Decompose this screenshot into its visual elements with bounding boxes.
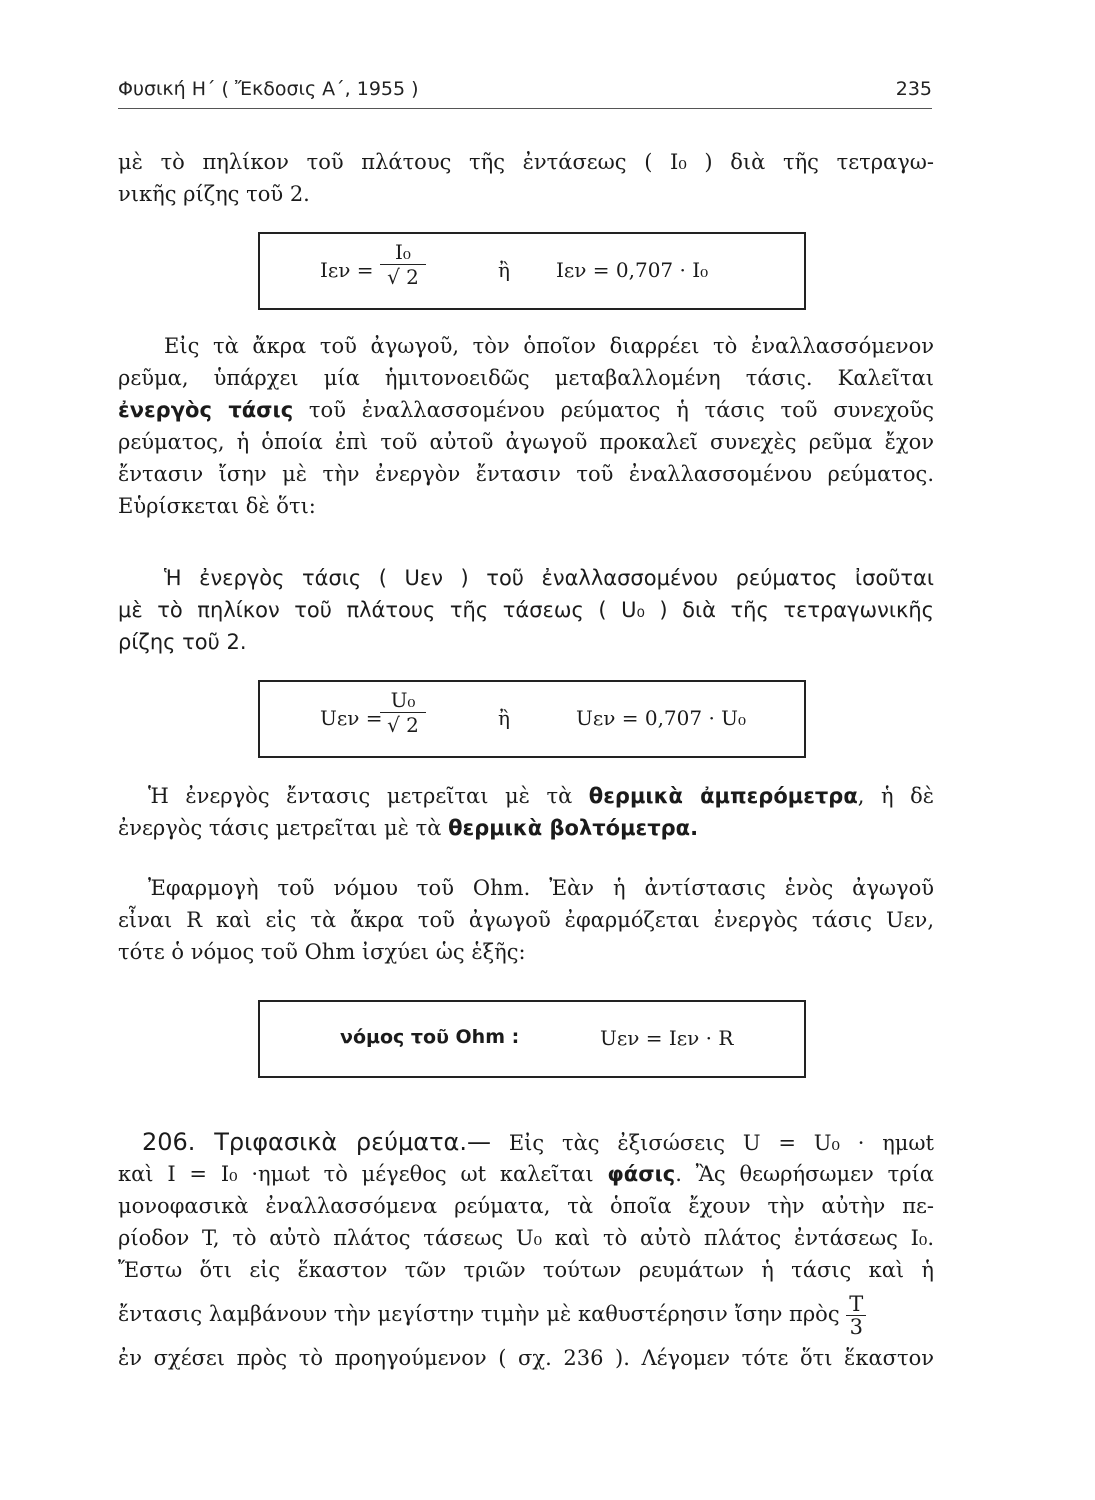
term-active-voltage: ἐνεργὸς τάσις (118, 398, 294, 422)
term-phase: φάσις (607, 1162, 676, 1186)
text-line (118, 812, 934, 844)
text-line: εἶναι R καὶ εἰς τὰ ἄκρα τοῦ ἀγωγοῦ ἐφαρμόζεται ἐνεργὸς τάσις Uεν, (118, 908, 934, 932)
ohm-law-label: νόμος τοῦ Ohm : (340, 1026, 520, 1048)
fraction-numerator: T (846, 1293, 866, 1316)
text-line: Ἡ ἐνεργὸς τάσις ( Uεν ) τοῦ ἐναλλασσομένου ρεύματος ἰσοῦται (164, 566, 934, 590)
section-heading: 206. Τριφασικὰ ρεύματα.— (142, 1128, 492, 1156)
formula-lhs: Iεν = (320, 258, 374, 282)
text-run: ἔντασις λαμβάνουν τὴν μεγίστην τιμὴν μὲ καθυστέρησιν ἴσην πρὸς (118, 1302, 840, 1326)
term-thermal-voltmeters: θερμικὰ βολτόμετρα. (448, 816, 699, 840)
text-run: . Ἂς θεωρήσωμεν τρία (675, 1162, 934, 1186)
text-line: ρεύματος, ἡ ὁποία ἐπὶ τοῦ αὐτοῦ ἀγωγοῦ προκαλεῖ συνεχὲς ρεῦμα ἔχον (118, 430, 934, 454)
fraction-numerator: I₀ (380, 240, 426, 265)
paragraph-5 (118, 872, 934, 968)
fraction-denominator: √ 2 (387, 265, 419, 289)
ohm-law-formula: Uεν = Iεν · R (600, 1026, 734, 1050)
formula-rhs: Iεν = 0,707 · I₀ (556, 258, 709, 282)
text-line: ρίζης τοῦ 2. (118, 630, 247, 654)
text-line: μὲ τὸ πηλίκον τοῦ πλάτους τῆς ἐντάσεως ( I₀ ) διὰ τῆς τετραγω- (118, 150, 934, 174)
text-line: τότε ὁ νόμος τοῦ Ohm ἰσχύει ὡς ἑξῆς: (118, 940, 526, 964)
or-word: ἢ (498, 706, 510, 730)
formula-fraction (380, 688, 426, 737)
formula-box-current (258, 232, 806, 310)
fraction-numerator: U₀ (380, 688, 426, 713)
text-run: Εἰς τὰς ἐξισώσεις U = U₀ · ημωt (491, 1131, 934, 1155)
paragraph-1 (118, 146, 934, 210)
text-run: ἐνεργὸς τάσις μετρεῖται μὲ τὰ (118, 816, 449, 840)
text-line (118, 780, 934, 812)
text-line: Εὑρίσκεται δὲ ὅτι: (118, 494, 316, 518)
text-line: ἐν σχέσει πρὸς τὸ προηγούμενον ( σχ. 236 ). Λέγομεν τότε ὅτι ἕκαστον (118, 1346, 934, 1370)
text-line (118, 1158, 934, 1190)
formula-rhs: Uεν = 0,707 · U₀ (576, 706, 747, 730)
text-line: μὲ τὸ πηλίκον τοῦ πλάτους τῆς τάσεως ( U₀ ) διὰ τῆς τετραγωνικῆς (118, 598, 934, 622)
fraction-denominator: 3 (849, 1315, 863, 1339)
text-line: ἔντασιν ἴσην μὲ τὴν ἐνεργὸν ἔντασιν τοῦ ἐναλλασσομένου ρεύματος. (118, 462, 934, 486)
text-line (118, 1126, 934, 1158)
formula-fraction (380, 240, 426, 289)
text-line (118, 1286, 934, 1342)
text-line: ρίοδον T, τὸ αὐτὸ πλάτος τάσεως U₀ καὶ τὸ αὐτὸ πλάτος ἐντάσεως I₀. (118, 1226, 934, 1250)
paragraph-2 (118, 330, 934, 522)
text-line: ρεῦμα, ὑπάρχει μία ἡμιτονοειδῶς μεταβαλλομένη τάσις. Καλεῖται (118, 366, 934, 390)
paragraph-4 (118, 780, 934, 844)
section-206 (118, 1126, 934, 1374)
text-run: , ἡ δὲ (857, 784, 934, 808)
running-header (118, 78, 932, 109)
paragraph-3 (118, 562, 934, 658)
text-line: νικῆς ρίζης τοῦ 2. (118, 182, 310, 206)
text-run: Ἡ ἐνεργὸς ἔντασις μετρεῖται μὲ τὰ (148, 784, 589, 808)
text-line: Εἰς τὰ ἄκρα τοῦ ἀγωγοῦ, τὸν ὁποῖον διαρρέει τὸ ἐναλλασσόμενον (164, 334, 934, 358)
fraction-denominator: √ 2 (387, 713, 419, 737)
or-word: ἢ (498, 258, 510, 282)
formula-box-voltage (258, 680, 806, 758)
fraction-T-over-3 (846, 1293, 866, 1338)
formula-box-ohm-law (258, 1000, 806, 1078)
header-title: Φυσική Η΄ ( Ἔκδοσις Α΄, 1955 ) (118, 78, 419, 100)
formula-lhs: Uεν = (320, 706, 383, 730)
term-thermal-ammeters: θερμικὰ ἀμπερόμετρα (588, 784, 858, 808)
text-line (118, 394, 934, 426)
text-run: τοῦ ἐναλλασσομένου ρεύματος ἡ τάσις τοῦ συνεχοῦς (293, 398, 934, 422)
text-line: Ἔστω ὅτι εἰς ἕκαστον τῶν τριῶν τούτων ρευμάτων ἡ τάσις καὶ ἡ (118, 1258, 934, 1282)
text-line: μονοφασικὰ ἐναλλασσόμενα ρεύματα, τὰ ὁποῖα ἔχουν τὴν αὐτὴν πε- (118, 1194, 934, 1218)
text-line: Ἐφαρμογὴ τοῦ νόμου τοῦ Ohm. Ἐὰν ἡ ἀντίστασις ἑνὸς ἀγωγοῦ (148, 876, 934, 900)
text-run: καὶ I = I₀ ·ημωt τὸ μέγεθος ωt καλεῖται (118, 1162, 608, 1186)
page-number: 235 (895, 78, 932, 100)
